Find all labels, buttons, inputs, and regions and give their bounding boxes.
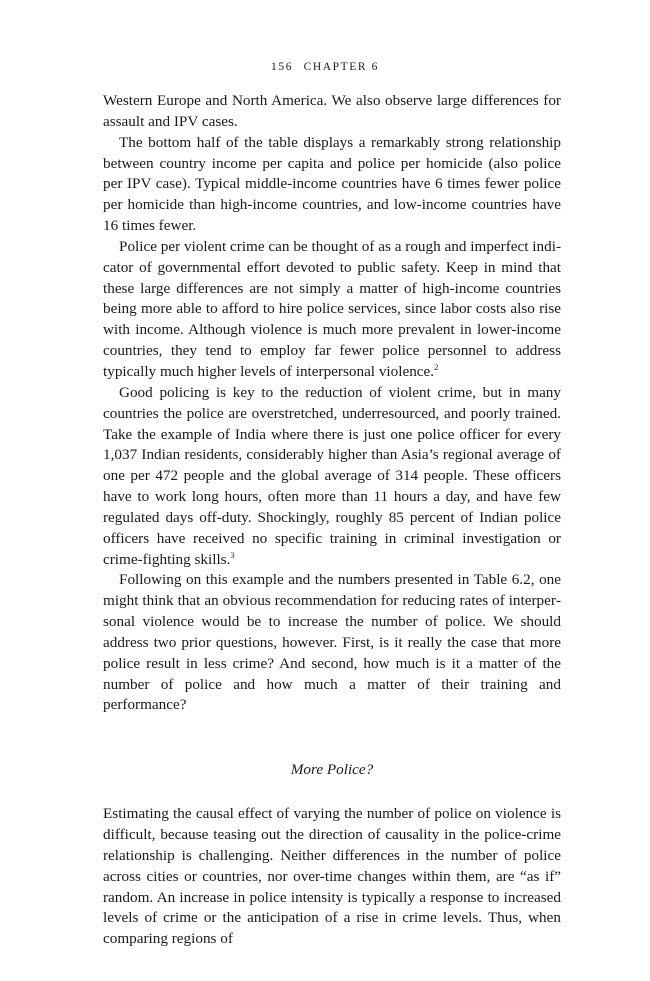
paragraph-text: Good policing is key to the reduction of violent crime, but in many countries the police are overstretched, underresourced, and poorly trained. Take the example of India where there is just one police officer for every 1,037 Indian residents, considerably higher than Asia’s regional average of one per 472 people and the global average of 314 people. These officers have to work long hours, often more than 11 hours a day, and have few regulated days off-duty. Shockingly, roughly 85 percent of Indian police officers have received no specific training in criminal investigation or crime-fighting skills. bbox=[103, 383, 561, 568]
body-text bbox=[103, 91, 561, 950]
paragraph bbox=[103, 804, 561, 950]
paragraph bbox=[103, 91, 561, 133]
running-head bbox=[0, 60, 650, 74]
section-heading: More Police? bbox=[290, 761, 374, 779]
paragraph-text: The bottom half of the table displays a remarkably strong relationship between country income per capita and police per homicide (also police per IPV case). Typical middle-income countries have 6 times fewer police per homicide than high-income countries, and low-income countries have 16 times fewer. bbox=[103, 133, 561, 235]
paragraph-text: Estimating the causal effect of varying the number of police on violence is difficult, because teasing out the direction of causality in the police-crime relationship is challenging. Neither differences in the number of police across cities or countries, nor over-time changes within them, are “as if” random. An increase in police intensity is typically a response to increased levels of crime or the anticipation of a rise in crime levels. Thus, when comparing regions of bbox=[103, 805, 561, 948]
page-number: 156 bbox=[271, 61, 294, 73]
paragraph bbox=[103, 570, 561, 716]
footnote-marker[interactable]: 2 bbox=[434, 361, 439, 372]
paragraph bbox=[103, 383, 561, 571]
paragraph-text: Police per violent crime can be thought of as a rough and imperfect indicator of governmental effort devoted to public safety. Keep in mind that these large differences are not simply a matter of high-income countries being more able to afford to hire police services, since labor costs also rise with income. Although violence is much more prevalent in lower-income countries, they tend to employ far fewer police personnel to address typically much higher levels of interpersonal violence. bbox=[103, 237, 561, 380]
paragraph bbox=[103, 133, 561, 237]
paragraph bbox=[103, 237, 561, 383]
chapter-label: CHAPTER 6 bbox=[303, 61, 379, 73]
footnote-marker[interactable]: 3 bbox=[230, 549, 235, 560]
paragraph-text: Following on this example and the numbers presented in Table 6.2, one might think that an obvious recommendation for reducing rates of interpersonal violence would be to increase the number of police. We should address two prior questions, however. First, is it really the case that more police result in less crime? And second, how much is it a matter of the number of police and how much a matter of their training and performance? bbox=[103, 571, 561, 714]
paragraph-text: Western Europe and North America. We also observe large differences for assault and IPV cases. bbox=[103, 92, 561, 130]
